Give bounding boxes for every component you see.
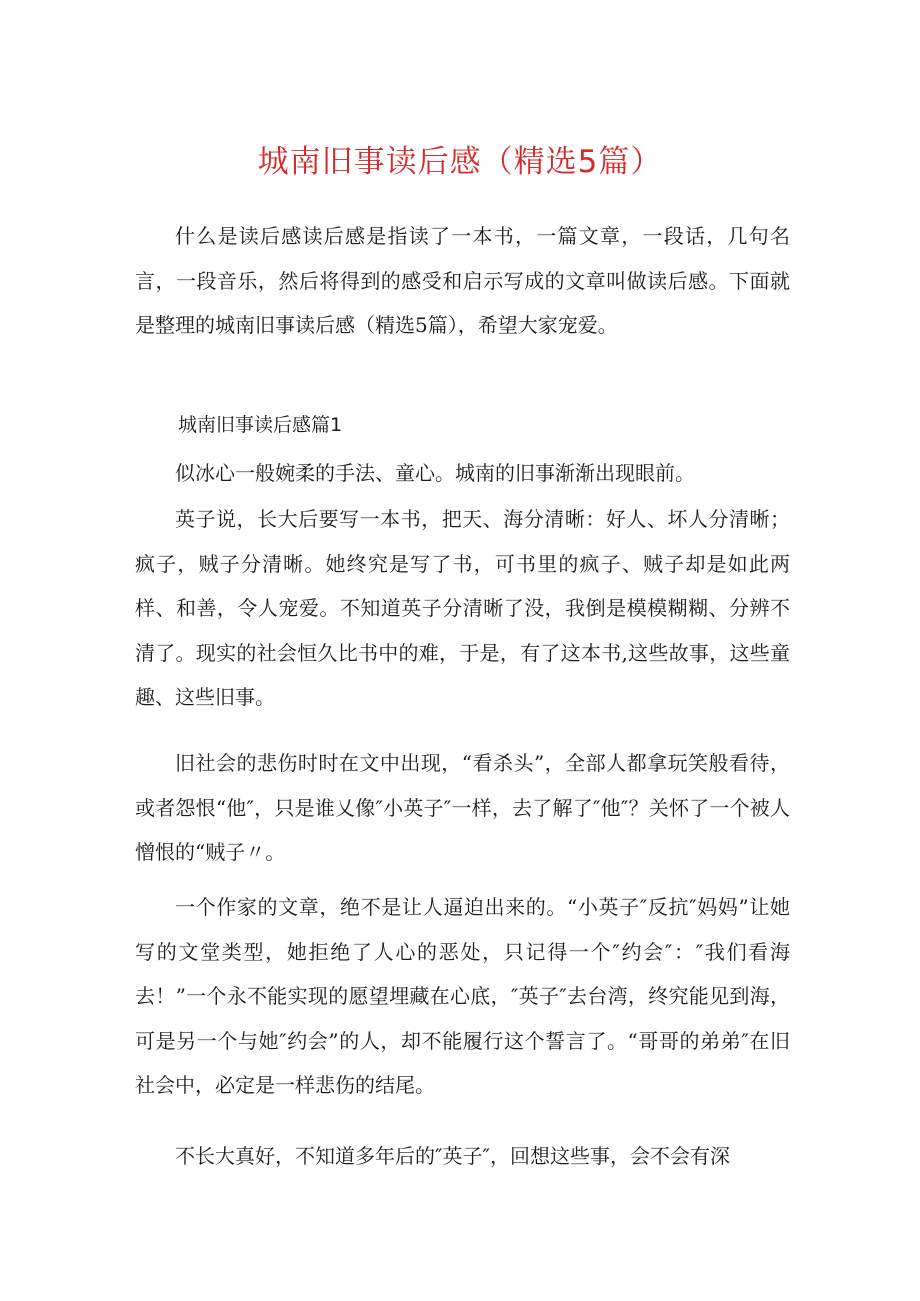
body-paragraph: 英子说，长大后要写一本书，把天、海分清晰：好人、坏人分清晰；疯子，贼子分清晰。她终究是写了书，可书里的疯子、贼子却是如此两样、和善，令人宠爱。不知道英子分清晰了没，我倒是模模糊糊、分辨不清了。现实的社会恒久比书中的难，于是，有了这本书,这些故事，这些童趣、这些旧事。 bbox=[135, 507, 790, 710]
body-paragraph: 不长大真好，不知道多年后的″英子″，回想这些事，会不会有深 bbox=[175, 1144, 730, 1168]
body-paragraph: 旧社会的悲伤时时在文中出现，“看杀头”，全部人都拿玩笑般看待，或者怨恨“他″，只是谁乂像″小英子″一样，去了解了″他″？关怀了一个被人憎恨的“贼子〃。 bbox=[135, 751, 790, 865]
section-heading: 城南旧事读后感篇1 bbox=[178, 414, 343, 436]
intro-paragraph: 什么是读后感读后感是指读了一本书，一篇文章，一段话，几句名言，一段音乐，然后将得到的感受和启示写成的文章叫做读后感。下面就是整理的城南旧事读后感（精选5篇），希望大家宠爱。 bbox=[135, 224, 790, 338]
body-paragraph: 似冰心一般婉柔的手法、童心。城南的旧事渐渐出现眼前。 bbox=[175, 461, 695, 485]
body-paragraph: 一个作家的文章，绝不是让人逼迫出来的。“小英子″反抗″妈妈”让她写的文堂类型，她拒绝了人心的恶处，只记得一个″约会″：″我们看海去！”一个永不能实现的愿望埋藏在心底，″英子″去台湾，终究能见到海，可是另一个与她″约会”的人，却不能履行这个誓言了。“哥哥的弟弟″在旧社会中，必定是一样悲伤的结尾。 bbox=[135, 895, 790, 1098]
document-title: 城南旧事读后感（精选5篇） bbox=[257, 144, 663, 180]
